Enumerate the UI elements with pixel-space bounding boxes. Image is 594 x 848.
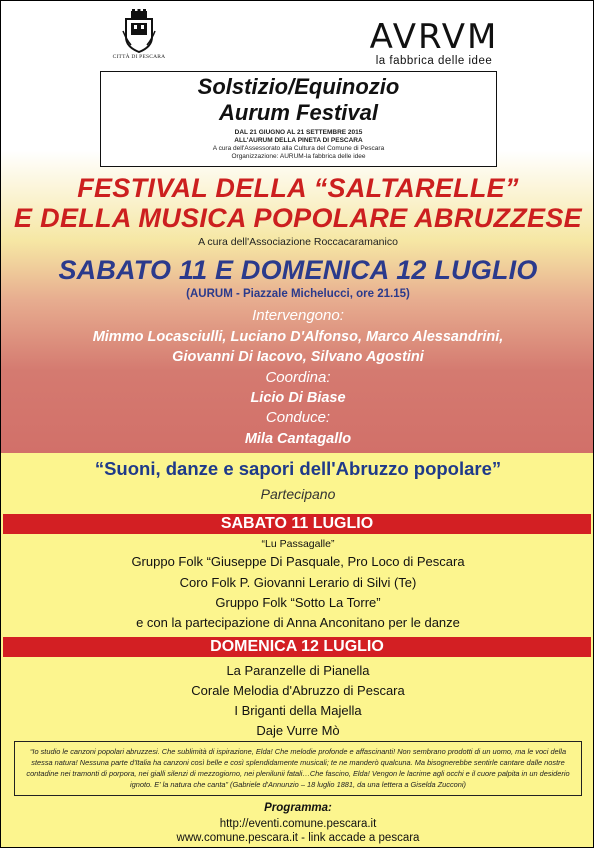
sunday-heading: DOMENICA 12 LUGLIO	[3, 637, 591, 657]
festival-title-line2: E DELLA MUSICA POPOLARE ABRUZZESE	[14, 203, 582, 233]
show-title: “Suoni, danze e sapori dell'Abruzzo popolare”	[94, 458, 502, 479]
coordinator-label: Coordina:	[265, 369, 331, 386]
coat-of-arms-icon	[122, 9, 156, 53]
festival-dates: SABATO 11 E DOMENICA 12 LUGLIO	[58, 255, 538, 285]
dannunzio-quote: “Io studio le canzoni popolari abruzzesi. Che sublimità di ispirazione, Elda! Che melodie profonde e affascinanti! Non sembrano prodotti di un uomo, ma le voci della stessa natura! Nessuna parte d'Italia ha canzoni così belle e così splendidamente musicali; te ne manderò qualcuna. Ma bisognerebbe sentirle cantare dalle nostre contadine nei tramonti di porpora, nei gialli silenzi di mezzogiorno, nei plenilunii fatali…Che fascino, Elda! Vengon le lacrime agli occhi e il cuore palpita in un desiderio ignoto. E' la natura che canta” (Gabriele d'Annunzio – 18 luglio 1881, da una lettera a Giselda Zucconi)	[14, 741, 582, 796]
festival-frame	[100, 71, 497, 167]
logo-subtitle: la fabbrica delle idee	[375, 55, 493, 67]
speakers-label: Intervengono:	[252, 307, 344, 324]
saturday-heading: SABATO 11 LUGLIO	[3, 514, 591, 534]
program-link-1[interactable]: http://eventi.comune.pescara.it	[219, 818, 377, 830]
frame-dates: DAL 21 GIUGNO AL 21 SETTEMBRE 2015	[234, 129, 363, 136]
frame-title-line2: Aurum Festival	[219, 100, 378, 125]
festival-curator: A cura dell'Associazione Roccacaramanico	[198, 236, 398, 248]
festival-venue: (AURUM - Piazzale Michelucci, ore 21.15)	[186, 288, 410, 300]
program-label: Programma:	[264, 802, 332, 814]
aurum-logo	[349, 17, 519, 67]
saturday-item-5: e con la partecipazione di Anna Anconitano per le danze	[136, 615, 460, 630]
saturday-item-4: Gruppo Folk “Sotto La Torre”	[215, 595, 381, 610]
coordinator-name: Licio Di Biase	[250, 390, 346, 406]
sunday-item-3: I Briganti della Majella	[234, 703, 362, 718]
speakers-line1: Mimmo Locasciulli, Luciano D'Alfonso, Marco Alessandrini,	[92, 329, 504, 345]
frame-organization: Organizzazione: AURUM-la fabbrica delle idee	[231, 153, 366, 160]
sunday-item-1: La Paranzelle di Pianella	[226, 663, 370, 678]
saturday-item-2: Gruppo Folk “Giuseppe Di Pasquale, Pro Loco di Pescara	[131, 554, 465, 569]
participants-label: Partecipano	[260, 486, 336, 502]
host-name: Mila Cantagallo	[244, 431, 352, 447]
sunday-item-2: Corale Melodia d'Abruzzo di Pescara	[191, 683, 405, 698]
frame-venue: ALL'AURUM DELLA PINETA DI PESCARA	[234, 137, 363, 144]
city-crest	[111, 9, 167, 60]
frame-organizer: A cura dell'Assessorato alla Cultura del Comune di Pescara	[212, 145, 385, 152]
host-label: Conduce:	[265, 409, 331, 426]
festival-title-line1: FESTIVAL DELLA “SALTARELLE”	[77, 173, 519, 203]
sunday-item-4: Daje Vurre Mò	[256, 723, 340, 738]
saturday-item-3: Coro Folk P. Giovanni Lerario di Silvi (Te)	[179, 575, 417, 590]
logo-wordmark: AVRVM	[369, 17, 499, 57]
saturday-item-1: “Lu Passagalle”	[261, 538, 335, 550]
program-link-2[interactable]: www.comune.pescara.it - link accade a pescara	[176, 832, 420, 844]
crest-caption: CITTÀ DI PESCARA	[112, 54, 166, 60]
frame-title-line1: Solstizio/Equinozio	[197, 74, 400, 99]
speakers-line2: Giovanni Di Iacovo, Silvano Agostini	[172, 349, 424, 365]
